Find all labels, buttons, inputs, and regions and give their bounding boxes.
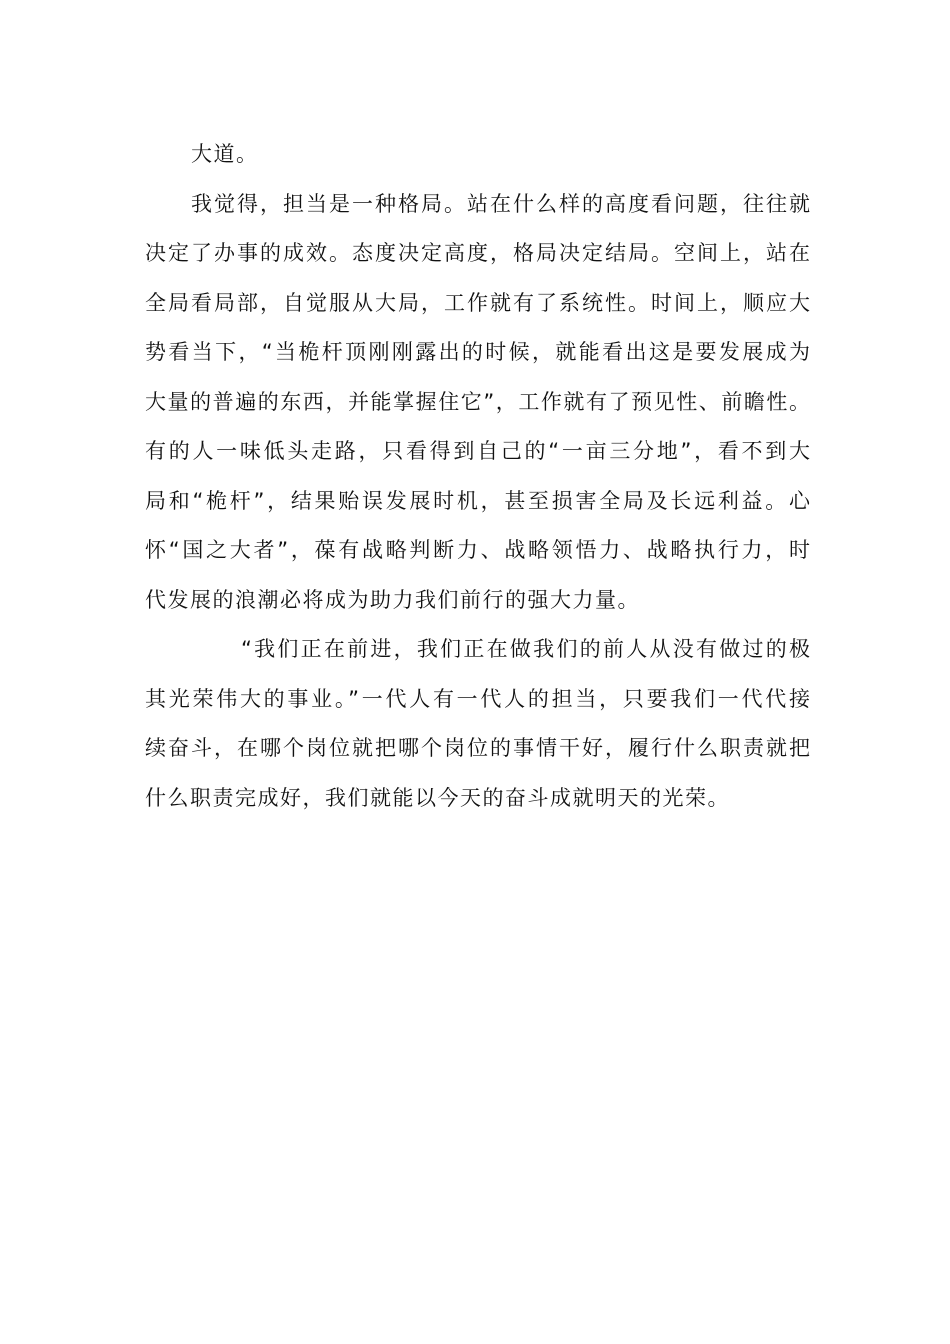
text-line: 局和“桅杆”，结果贻误发展时机，甚至损害全局及长远利益。心 <box>145 488 810 513</box>
text-line: 怀“国之大者”，葆有战略判断力、战略领悟力、战略执行力，时 <box>145 538 810 562</box>
text-line: 续奋斗，在哪个岗位就把哪个岗位的事情干好，履行什么职责就把 <box>145 736 810 760</box>
paragraph-3 <box>145 625 810 823</box>
text-line: 大道。 <box>191 142 259 166</box>
text-line: 代发展的浪潮必将成为助力我们前行的强大力量。 <box>145 587 640 612</box>
text-line: 决定了办事的成效。态度决定高度，格局决定结局。空间上，站在 <box>145 241 810 265</box>
paragraph-1 <box>145 130 810 180</box>
text-line: 大量的普遍的东西，并能掌握住它”，工作就有了预见性、前瞻性。 <box>145 389 810 414</box>
text-line: 我觉得，担当是一种格局。站在什么样的高度看问题，往往就 <box>191 191 810 216</box>
text-line: 全局看局部，自觉服从大局，工作就有了系统性。时间上，顺应大 <box>145 290 810 315</box>
text-line: 有的人一味低头走路，只看得到自己的“一亩三分地”，看不到大 <box>145 439 810 463</box>
paragraph-2 <box>145 180 810 626</box>
body-text <box>145 130 810 823</box>
text-line: 什么职责完成好，我们就能以今天的奋斗成就明天的光荣。 <box>145 785 730 810</box>
text-line: 其光荣伟大的事业。”一代人有一代人的担当，只要我们一代代接 <box>145 686 810 711</box>
text-line: 势看当下，“当桅杆顶刚刚露出的时候，就能看出这是要发展成为 <box>145 340 810 364</box>
text-line: “我们正在前进，我们正在做我们的前人从没有做过的极 <box>241 637 810 661</box>
